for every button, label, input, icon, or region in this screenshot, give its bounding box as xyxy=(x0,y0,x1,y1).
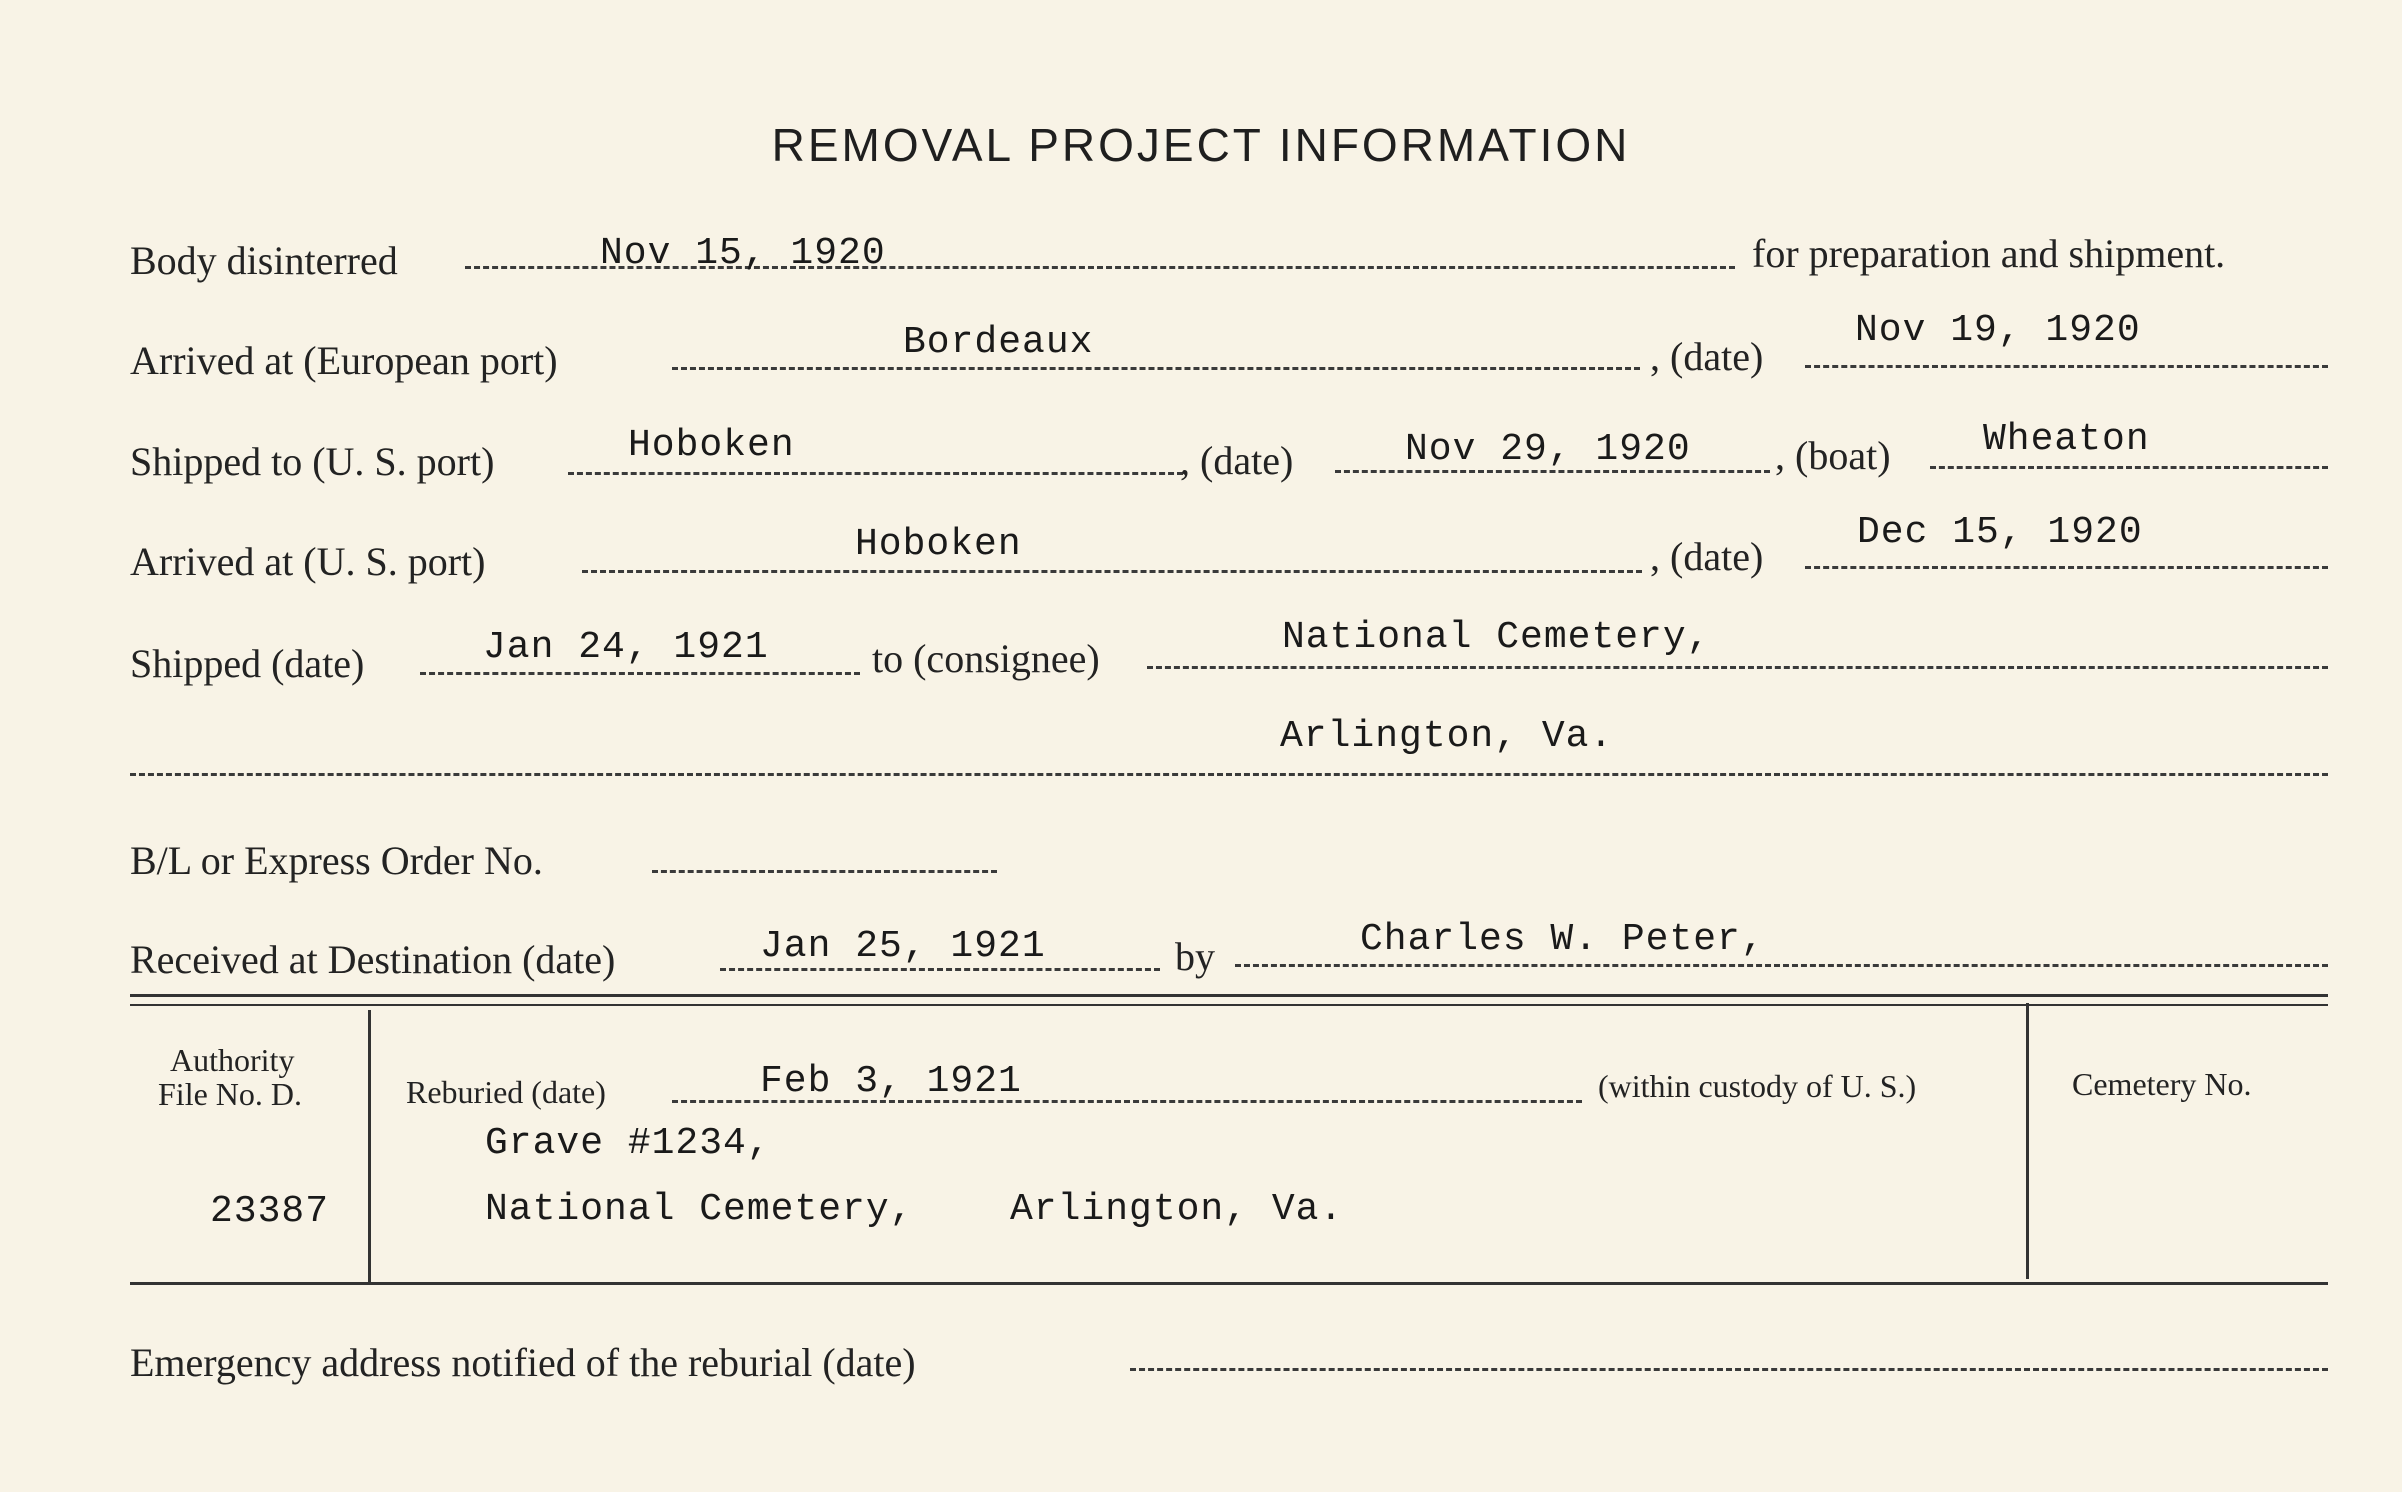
box-top-rule xyxy=(130,994,2328,997)
consignee-label: to (consignee) xyxy=(872,636,1100,681)
box-divider-right xyxy=(2026,1003,2029,1279)
received-by-value: Charles W. Peter, xyxy=(1360,918,1765,961)
card-title: REMOVAL PROJECT INFORMATION xyxy=(771,119,1631,171)
us-arrival-date: Dec 15, 1920 xyxy=(1857,511,2143,554)
european-arrival-date: Nov 19, 1920 xyxy=(1855,309,2141,352)
dotted-line xyxy=(1130,1368,2328,1371)
shipped-to-date: Nov 29, 1920 xyxy=(1405,428,1691,471)
received-date-value: Jan 25, 1921 xyxy=(760,925,1046,968)
reburied-date-value: Feb 3, 1921 xyxy=(760,1060,1022,1103)
dotted-line xyxy=(130,773,2328,776)
dotted-line xyxy=(420,672,860,675)
box-top-rule-inner xyxy=(130,1004,2328,1006)
file-no-label: File No. D. xyxy=(158,1076,302,1112)
body-disinterred-value: Nov 15, 1920 xyxy=(600,232,886,275)
dotted-line xyxy=(672,367,1640,370)
boat-value: Wheaton xyxy=(1983,418,2150,461)
shipped-date-label: Shipped (date) xyxy=(130,641,365,686)
us-port-shipped-label: Shipped to (U. S. port) xyxy=(130,439,495,484)
by-label: by xyxy=(1175,934,1215,979)
consignee-line-1: National Cemetery, xyxy=(1282,616,1711,659)
dotted-line xyxy=(652,870,997,873)
consignee-line-2: Arlington, Va. xyxy=(1280,715,1614,758)
authority-label: Authority xyxy=(170,1042,295,1078)
dotted-line xyxy=(1235,964,2328,967)
date-label: , (date) xyxy=(1650,534,1764,579)
preparation-text: for preparation and shipment. xyxy=(1752,231,2226,276)
reburied-label: Reburied (date) xyxy=(406,1074,606,1110)
date-label: , (date) xyxy=(1180,438,1294,483)
emergency-label: Emergency address notified of the reburial (date) xyxy=(130,1340,916,1385)
cemetery-name: National Cemetery, xyxy=(485,1188,914,1231)
file-no-value: 23387 xyxy=(210,1190,330,1233)
dotted-line xyxy=(1930,466,2328,469)
bl-order-label: B/L or Express Order No. xyxy=(130,838,543,883)
body-disinterred-label: Body disinterred xyxy=(130,238,398,283)
date-label: , (date) xyxy=(1650,334,1764,379)
dotted-line xyxy=(1805,365,2328,368)
dotted-line xyxy=(720,968,1160,971)
dotted-line xyxy=(568,472,1183,475)
european-port-label: Arrived at (European port) xyxy=(130,338,558,383)
received-label: Received at Destination (date) xyxy=(130,937,616,982)
box-divider-left xyxy=(368,1010,371,1285)
us-port-arrived-label: Arrived at (U. S. port) xyxy=(130,539,486,584)
dotted-line xyxy=(1147,666,2328,669)
dotted-line xyxy=(1805,566,2328,569)
cemetery-location: Arlington, Va. xyxy=(1010,1188,1344,1231)
custody-label: (within custody of U. S.) xyxy=(1598,1068,1917,1104)
shipped-date-value: Jan 24, 1921 xyxy=(483,626,769,669)
boat-label: , (boat) xyxy=(1775,433,1891,478)
european-port-value: Bordeaux xyxy=(903,321,1094,364)
us-port-shipped-value: Hoboken xyxy=(628,424,795,467)
grave-number: Grave #1234, xyxy=(485,1122,771,1165)
dotted-line xyxy=(582,570,1642,573)
us-port-arrived-value: Hoboken xyxy=(855,523,1022,566)
box-bottom-rule xyxy=(130,1282,2328,1285)
cemetery-no-label: Cemetery No. xyxy=(2072,1066,2252,1102)
